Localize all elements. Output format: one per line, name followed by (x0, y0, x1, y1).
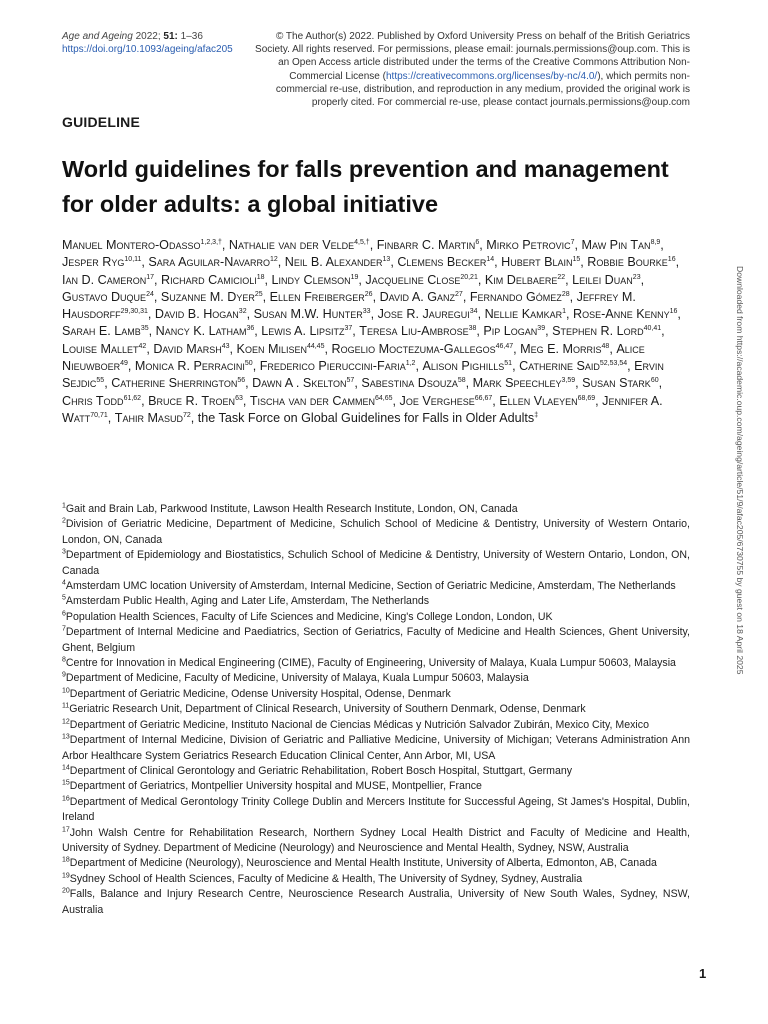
author (62, 324, 149, 338)
author-affiliation-ref: 3,59 (561, 377, 576, 385)
affiliation-number: 7 (62, 625, 66, 633)
affiliation-number: 11 (62, 702, 70, 710)
affiliation-text: Gait and Brain Lab, Parkwood Institute, Lawson Health Research Institute, London, ON, Canada (65, 503, 518, 515)
author-name: Alice Nieuwboer (62, 341, 645, 374)
author-name: Maw Pin Tan (581, 238, 651, 252)
journal-name: Age and Ageing (62, 31, 133, 42)
author-affiliation-ref: 63 (235, 394, 243, 402)
author-name: Mark Speechley (472, 376, 562, 391)
author-name: Jacqueline Close (365, 272, 461, 287)
author-name: Chris Todd (62, 393, 124, 408)
author-name: Dawn A . Skelton (252, 376, 347, 391)
license-notice (248, 30, 690, 109)
author (331, 342, 513, 356)
author (254, 307, 371, 321)
author-affiliation-ref: 39 (537, 325, 546, 333)
author (62, 290, 154, 304)
affiliation-number: 17 (62, 826, 70, 833)
affiliation (62, 594, 690, 609)
affiliation (62, 826, 690, 857)
affiliation (62, 687, 690, 702)
author-affiliation-ref: 20,21 (460, 273, 478, 281)
author-affiliation-ref: 25 (254, 290, 263, 298)
article-title: World guidelines for falls prevention and management for older adults: a global initiative (62, 156, 669, 217)
author (552, 324, 661, 338)
author-affiliation-ref: 19 (350, 273, 359, 281)
journal-citation (62, 30, 233, 56)
affiliation-number: 10 (62, 687, 70, 695)
author (359, 324, 476, 338)
author-name: Lewis A. Lipsitz (261, 324, 345, 339)
author-affiliation-ref: 68,69 (577, 394, 596, 402)
author-affiliation-ref: 29,30,31 (120, 308, 148, 315)
affiliation (62, 517, 690, 548)
author-name: Alison Pighills (422, 359, 505, 374)
author-affiliation-ref: 58 (457, 377, 466, 385)
author-affiliation-ref: 14 (486, 256, 495, 264)
affiliation (62, 856, 690, 871)
author (148, 255, 277, 269)
author-name: Mirko Petrovic (486, 238, 571, 252)
authors-tail-sup: ‡ (534, 411, 539, 419)
author-name: Jeffrey M. Hausdorff (62, 289, 636, 322)
author-affiliation-ref: 33 (362, 308, 371, 315)
author-affiliation-ref: 32 (238, 308, 247, 315)
author-name: Finbarr C. Martin (376, 238, 476, 252)
author-name: Ervin Sejdic (62, 359, 664, 391)
author-affiliation-ref: 46,47 (495, 342, 514, 350)
author (380, 290, 463, 304)
author-affiliation-ref: 42 (138, 342, 147, 350)
author-affiliation-ref: 55 (96, 377, 105, 385)
author (62, 255, 141, 269)
affiliation (62, 502, 690, 517)
author-name: Kim Delbaere (484, 272, 558, 287)
author-name: Neil B. Alexander (284, 255, 383, 270)
author (483, 324, 545, 338)
affiliation-number: 14 (62, 764, 70, 772)
author-name: Rogelio Moctezuma-Gallegos (331, 341, 496, 356)
author-name: Rose-Anne Kenny (573, 307, 670, 322)
author-name: Tahir Masud (114, 410, 183, 425)
author (115, 411, 191, 425)
author-affiliation-ref: 70,71 (90, 411, 108, 419)
affiliation (62, 656, 690, 671)
author (62, 342, 146, 356)
affiliation (62, 625, 690, 656)
author (237, 342, 325, 356)
author-name: Ian D. Cameron (62, 272, 147, 287)
author-name: Teresa Liu-Ambrose (359, 324, 469, 339)
author-affiliation-ref: 12 (270, 256, 278, 264)
author-name: Koen Milisen (236, 341, 307, 356)
author (501, 255, 580, 269)
author (161, 290, 263, 304)
affiliation-number: 18 (62, 856, 70, 864)
author (582, 238, 661, 252)
author-name: Sabestina Dsouza (361, 376, 458, 391)
author-affiliation-ref: 60 (650, 377, 659, 385)
affiliation-text: Department of Medicine (Neurology), Neuroscience and Mental Health Institute, University of Alberta, Edmonton, AB, Canada (69, 857, 657, 870)
authors-tail: , the Task Force on Global Guidelines for Falls in Older Adults (190, 410, 535, 425)
author-affiliation-ref: 36 (246, 325, 255, 333)
author (470, 290, 570, 304)
author-name: Susan M.W. Hunter (253, 307, 363, 322)
author-name: Bruce R. Troen (148, 393, 236, 408)
author (62, 273, 154, 287)
affiliation-number: 13 (62, 733, 70, 741)
affiliation-list (62, 502, 690, 918)
affiliation-text: Falls, Balance and Injury Research Centre, Neuroscience Research Australia, University of New South Wales, Sydney, NSW, Australia (62, 888, 690, 916)
author (272, 273, 359, 287)
affiliation-number: 9 (62, 671, 66, 679)
author-name: Tischa van der Cammen (249, 393, 375, 408)
author-name: Suzanne M. Dyer (160, 289, 255, 304)
journal-pages: 1–36 (180, 31, 203, 42)
affiliation (62, 733, 690, 764)
author (62, 394, 141, 408)
author-affiliation-ref: 50 (244, 359, 253, 367)
affiliation-text: Department of Clinical Gerontology and Geriatric Rehabilitation, Robert Bosch Hospital, Stuttgart, Germany (69, 764, 573, 777)
affiliation-text: Department of Internal Medicine and Paediatrics, Section of Geriatrics, Faculty of Medicine and Health Sciences, Ghent University, Ghent, Belgium (62, 626, 690, 654)
author-name: Monica R. Perracini (134, 359, 245, 374)
author (252, 376, 354, 390)
author-name: Clemens Becker (397, 255, 487, 270)
affiliation (62, 702, 690, 717)
author-affiliation-ref: 43 (221, 342, 230, 350)
author-affiliation-ref: 66,67 (474, 394, 493, 402)
author-affiliation-ref: 1 (562, 308, 567, 315)
author-affiliation-ref: 16 (669, 308, 678, 315)
affiliation (62, 579, 690, 594)
author-name: Catherine Said (519, 359, 600, 374)
author (250, 394, 393, 408)
affiliation-text: Department of Geriatrics, Montpellier University hospital and MUSE, Montpellier, France (69, 780, 482, 793)
author-name: Richard Camicioli (161, 272, 257, 287)
license-text-2: ), which permits non-commercial re-use, distribution, and reproduction in any medium, provided the original work is properly cited. For commercial re-use, please contact journals.permissions@oup.com (275, 70, 690, 109)
author-affiliation-ref: 1,2,3,† (200, 238, 222, 246)
author-name: Ellen Freiberger (269, 289, 365, 304)
affiliation (62, 548, 690, 579)
author-name: Hubert Blain (501, 255, 573, 270)
license-link[interactable]: https://creativecommons.org/licenses/by-nc/4.0/ (385, 70, 598, 82)
author-name: Gustavo Duque (62, 289, 147, 304)
author-affiliation-ref: 28 (561, 290, 570, 298)
author-affiliation-ref: 35 (140, 325, 149, 333)
author (485, 307, 566, 321)
author-affiliation-ref: 4,5,† (354, 238, 370, 246)
license-text-1: © The Author(s) 2022. Published by Oxford University Press on behalf of the British Geriatrics Society. All rights reserved. For permissions, please email: journals.permissions@oup.com. This is an Open Access article distributed under the terms of the Creative Commons Attribution Non-Commercial License ( (255, 31, 690, 82)
author-affiliation-ref: 15 (572, 256, 581, 264)
author (485, 273, 565, 287)
affiliation-number: 6 (62, 610, 66, 618)
author (161, 273, 265, 287)
author (229, 238, 370, 252)
author-name: Leilei Duan (572, 272, 633, 287)
author-affiliation-ref: 6 (475, 238, 480, 246)
author (260, 359, 416, 373)
author-affiliation-ref: 52,53,54 (599, 359, 628, 367)
author-affiliation-ref: 37 (344, 325, 353, 333)
author (155, 307, 247, 321)
affiliation-text: Division of Geriatric Medicine, Department of Medicine, Schulich School of Medicine & Dentistry, University of Western Ontario, London, ON, Canada (62, 518, 690, 546)
doi-link[interactable]: https://doi.org/10.1093/ageing/afac205 (62, 44, 233, 55)
author-affiliation-ref: 8,9 (650, 238, 661, 246)
author-affiliation-ref: 56 (237, 377, 246, 385)
affiliation-number: 3 (62, 548, 66, 556)
author-affiliation-ref: 40,41 (643, 325, 662, 333)
author-name: Louise Mallet (62, 341, 139, 356)
author-name: Jose R. Jauregui (377, 307, 470, 322)
author-name: David B. Hogan (154, 307, 239, 322)
affiliation-text: Geriatric Research Unit, Department of Clinical Research, University of Southern Denmark, Odense, Denmark (69, 703, 586, 716)
author-name: Frederico Pieruccini-Faria (259, 359, 406, 374)
author (156, 324, 255, 338)
author-name: Meg E. Morris (520, 341, 602, 356)
author-affiliation-ref: 26 (364, 290, 373, 298)
affiliation-number: 19 (62, 872, 70, 880)
affiliation-number: 4 (62, 579, 66, 587)
affiliation-number: 20 (62, 887, 70, 895)
author (473, 376, 576, 390)
affiliation-text: Population Health Sciences, Faculty of Life Sciences and Medicine, King's College London, London, UK (65, 610, 553, 623)
affiliation-number: 1 (62, 502, 66, 510)
affiliation-number: 16 (62, 795, 70, 803)
article-type: GUIDELINE (62, 114, 141, 130)
affiliation (62, 610, 690, 625)
affiliation-text: Department of Geriatric Medicine, Instituto Nacional de Ciencias Médicas y Nutrición Salvador Zubirán, Mexico City, Mexico (69, 718, 649, 731)
author-affiliation-ref: 72 (182, 411, 191, 419)
affiliation (62, 795, 690, 826)
author-affiliation-ref: 49 (120, 359, 128, 367)
author-name: Pip Logan (483, 324, 538, 339)
affiliation-text: Department of Medical Gerontology Trinity College Dublin and Mercers Institute for Successful Ageing, St James's Hospital, Dublin, Ireland (62, 795, 690, 824)
journal-line (62, 30, 233, 43)
author (378, 307, 478, 321)
author (285, 255, 391, 269)
affiliation (62, 718, 690, 733)
author (573, 307, 677, 321)
author-affiliation-ref: 61,62 (123, 394, 142, 402)
author-name: Robbie Bourke (587, 255, 668, 270)
author-affiliation-ref: 17 (146, 273, 154, 281)
affiliation (62, 887, 690, 918)
author (397, 255, 494, 269)
affiliation-text: Department of Medicine, Faculty of Medicine, University of Malaya, Kuala Lumpur 50603, Malaysia (65, 672, 529, 685)
affiliation-text: Amsterdam Public Health, Aging and Later Life, Amsterdam, The Netherlands (65, 595, 430, 608)
author-affiliation-ref: 22 (557, 273, 566, 281)
author-affiliation-ref: 7 (570, 238, 575, 246)
author (148, 394, 243, 408)
author (153, 342, 229, 356)
author-name: Jennifer A. Watt (62, 393, 663, 425)
author-list: Manuel Montero-Odasso$^{1,2,3,\dagger}$, Nathalie van der Velde$^{4,5,\dagger}$, Finbarr C. Martin$^6$, Mirko Petrovic$^7$, Maw Pin Tan$^{8,9}$, Jesper Ryg$^{10,11}$, Sara Aguilar-Navarro$^{12}$, Neil B. Alexander$^{13}$, Clemens Becker$^{14}$, Hubert Blain$^{15}$, Robbie Bourke$^{16}$, Ian D. Cameron$^{17}$, Richard Camicioli$^{18}$, Lindy Clemson$^{19}$, Jacqueline Close$^{20,21}$, Kim Delbaere$^{22}$, Leilei Duan$^{23}$, Gustavo Duque$^{24}$, Suzanne M. Dyer$^{25}$, Ellen Freiberger$^{26}$, David A. Ganz$^{27}$, Fernando Gómez$^{28}$, Jeffrey M. Hausdorff$^{29,30,31}$, David B. Hogan$^{32}$, Susan M.W. Hunter$^{33}$, Jose R. Jauregui$^{34}$, Nellie Kamkar$^1$, Rose-Anne Kenny$^{16}$, Sarah E. Lamb$^{35}$, Nancy K. Latham$^{36}$, Lewis A. Lipsitz$^{37}$, Teresa Liu-Ambrose$^{38}$, Pip Logan$^{39}$, Stephen R. Lord$^{40,41}$, Louise Mallet$^{42}$, David Marsh$^{43}$, Koen Milisen$^{44,45}$, Rogelio Moctezuma-Gallegos$^{46,47}$, Meg E. Morris$^{48}$, Alice Nieuwboer$^{49}$, Monica R. Perracini$^{50}$, Frederico Pieruccini-Faria$^{1,2}$, Alison Pighills$^{51}$, Catherine Said$^{52,53,54}$, Ervin Sejdic$^{55}$, Catherine Sherrington$^{56}$, Dawn A . Skelton$^{57}$, Sabestina Dsouza$^{58}$, Mark Speechley$^{3,59}$, Susan Stark$^{60}$, Chris Todd$^{61,62}$, Bruce R. Troen$^{63}$, Tischa van der Cammen$^{64,65}$, Joe Verghese$^{66,67}$, Ellen Vlaeyen$^{68,69}$, Jennifer A. Watt$^{70,71}$, Tahir Masud$^{72}$, the Task Force on Global Guidelines for Falls in Older Adults‡ (62, 238, 681, 425)
author-affiliation-ref: 38 (468, 325, 477, 333)
affiliation-text: Amsterdam UMC location University of Amsterdam, Internal Medicine, Section of Geriatric Medicine, Amsterdam, The Netherlands (65, 580, 676, 593)
author-name: Ellen Vlaeyen (499, 393, 578, 408)
author-name: Manuel Montero-Odasso (62, 238, 201, 252)
author-name: Nancy K. Latham (155, 324, 247, 339)
affiliation (62, 764, 690, 779)
author (270, 290, 373, 304)
affiliation-text: Department of Epidemiology and Biostatistics, Schulich School of Medicine & Dentistry, University of Western Ontario, London, ON, Canada (62, 549, 690, 577)
author-name: Stephen R. Lord (552, 324, 644, 339)
author (400, 394, 493, 408)
affiliation-text: John Walsh Centre for Rehabilitation Research, Northern Sydney Local Health District and Faculty of Medicine and Health, University of Sydney. Department of Medicine (Neurology) and Neuroscience and Mental Health, Sydney, NSW, Australia (62, 826, 690, 854)
author-name: Sara Aguilar-Navarro (148, 255, 270, 270)
affiliation (62, 779, 690, 794)
author-affiliation-ref: 48 (601, 342, 610, 350)
author-name: Lindy Clemson (271, 272, 351, 287)
author (499, 394, 595, 408)
journal-volume: 51: (163, 31, 178, 42)
affiliation-text: Sydney School of Health Sciences, Faculty of Medicine & Health, The University of Sydney, Sydney, Australia (69, 872, 583, 885)
author-affiliation-ref: 27 (455, 290, 463, 298)
affiliation-number: 5 (62, 594, 66, 602)
affiliation-number: 8 (62, 656, 66, 664)
affiliation (62, 671, 690, 686)
download-note (731, 266, 751, 776)
author-name: David Marsh (153, 341, 222, 356)
author-name: Jesper Ryg (62, 255, 125, 270)
author (519, 359, 627, 373)
author-affiliation-ref: 13 (382, 256, 391, 264)
author (486, 238, 574, 252)
affiliation-number: 2 (62, 517, 66, 525)
affiliation-text: Centre for Innovation in Medical Engineering (CIME), Faculty of Engineering, University of Malaya, Kuala Lumpur 50603, Malaysia (65, 657, 676, 670)
affiliation (62, 872, 690, 887)
author-affiliation-ref: 51 (504, 359, 513, 367)
author-name: David A. Ganz (379, 289, 456, 304)
author-affiliation-ref: 10,11 (124, 256, 142, 264)
author-affiliation-ref: 24 (146, 290, 154, 298)
author-affiliation-ref: 34 (469, 308, 478, 315)
author-name: Joe Verghese (399, 393, 475, 408)
author-name: Fernando Gómez (469, 289, 562, 304)
author (62, 238, 222, 252)
author (361, 376, 465, 390)
author (261, 324, 352, 338)
author (377, 238, 480, 252)
author (587, 255, 675, 269)
author (520, 342, 609, 356)
author-name: Catherine Sherrington (111, 376, 238, 391)
author-affiliation-ref: 44,45 (306, 342, 325, 350)
author-affiliation-ref: 18 (256, 273, 265, 281)
author-name: Sarah E. Lamb (62, 324, 141, 339)
affiliation-number: 15 (62, 779, 70, 787)
author-affiliation-ref: 16 (667, 256, 676, 264)
author-affiliation-ref: 23 (632, 273, 641, 281)
author-affiliation-ref: 57 (346, 377, 355, 385)
download-note-text: Downloaded from https://academic.oup.com/ageing/article/51/9/afac205/6730755 by guest on 18 April 2025 (735, 266, 745, 675)
author (111, 376, 245, 390)
author-name: Nellie Kamkar (484, 307, 563, 322)
affiliation-text: Department of Geriatric Medicine, Odense University Hospital, Odense, Denmark (69, 687, 451, 700)
author-name: Nathalie van der Velde (228, 238, 355, 252)
author-affiliation-ref: 64,65 (375, 394, 393, 402)
author (582, 376, 658, 390)
affiliation-text: Department of Internal Medicine, Division of Geriatric and Palliative Medicine, University of Michigan; Veterans Administration Ann Arbor Healthcare System Geriatrics Research Education Clinical Center, Ann Arbor, MI, USA (62, 734, 690, 762)
author-name: Susan Stark (582, 376, 651, 391)
author (422, 359, 512, 373)
author-affiliation-ref: 1,2 (405, 359, 416, 367)
journal-year: 2022; (135, 31, 161, 42)
author (572, 273, 640, 287)
author (365, 273, 477, 287)
author (135, 359, 253, 373)
page-number: 1 (699, 966, 707, 981)
affiliation-number: 12 (62, 718, 70, 726)
